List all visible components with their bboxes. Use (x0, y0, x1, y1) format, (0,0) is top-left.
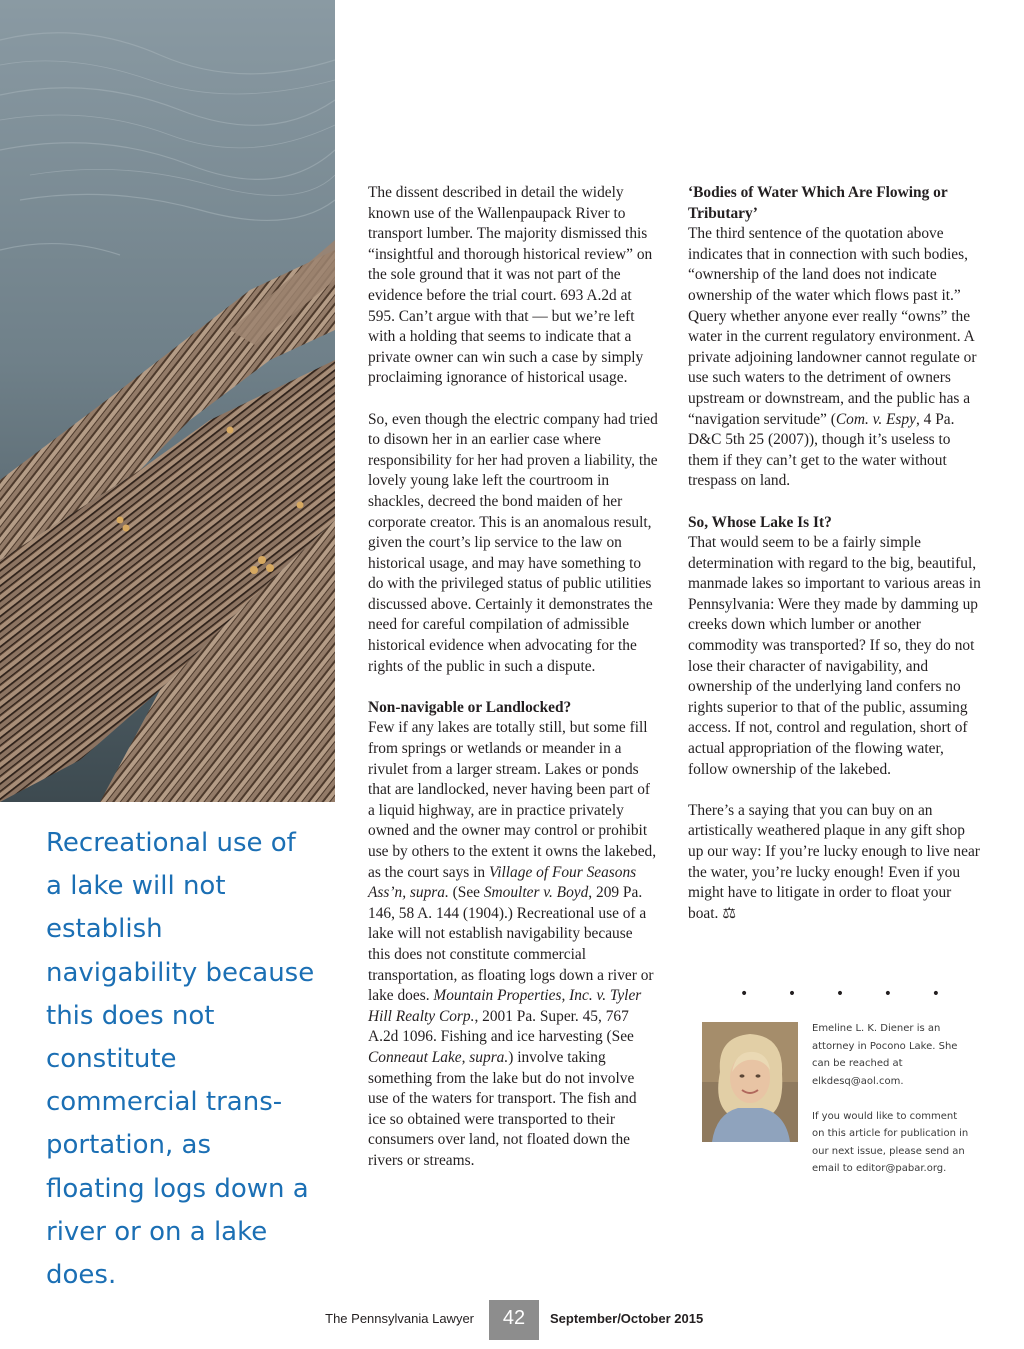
pull-quote: Recreational use of a lake will not establish navigability because this does not constitute commercial trans-portation, as floating logs down a river or on a lake does. (46, 828, 315, 1291)
log-raft-photo (0, 0, 335, 802)
paragraph: That would seem to be a fairly simple determination with regard to the big, beautiful, manmade lakes so important to various areas in Pennsylvania: Were they made by damming up creeks down which lumber or another commodity was transported? If so, they do not lose their character of navigability, and ownership of the underlying land confers no rights superior to that of the public, assuming access. If not, control and regulation, short of actual appropriation of the flowing water, follow ownership of the lakebed. (688, 534, 981, 778)
case-citation: Mountain Properties, Inc. v. Tyler Hill Realty Corp. (368, 987, 642, 1025)
author-bio (812, 1020, 972, 1195)
separator-dot: • (740, 986, 749, 1002)
case-citation: Conneaut Lake, supra. (368, 1048, 509, 1066)
author-headshot (702, 1022, 798, 1142)
section-heading: Non-navigable or Landlocked? (368, 698, 572, 716)
case-citation: Com. v. Espy (835, 410, 916, 428)
author-description: Emeline L. K. Diener is an attorney in Pocono Lake. She can be reached at elkdesq@aol.com. (812, 1023, 958, 1087)
comment-invitation: If you would like to comment on this article for publication in our next issue, please send an email to editor@pabar.org. (812, 1110, 969, 1174)
section-separator (740, 986, 940, 1002)
article-column-middle (368, 183, 658, 1172)
paragraph: So, even though the electric company had tried to disown her in an earlier case where responsibility for her had proven a liability, the lovely young lake left the courtroom in shackles, decreed the bond maiden of her corporate creator. This is an anomalous result, given the court’s lip service to the law on historical usage, and may have something to do with the privileged status of public utilities discussed above. Certainly it demonstrates the need for careful compilation of admissible historical evidence when advocating for the rights of the public in such a dispute. (368, 410, 658, 675)
paragraph: The dissent described in detail the widely known use of the Wallenpaupack River to transport lumber. The majority dismissed this “insightful and thorough historical review” on the sole ground that it was not part of the evidence before the trial court. 693 A.2d at 595. Can’t argue with that — but we’re left with a holding that seems to indicate that a private owner can win such a case by simply proclaiming ignorance of historical usage. (368, 184, 653, 387)
separator-dot: • (787, 986, 797, 1002)
page-footer (0, 1300, 1024, 1340)
separator-dot: • (931, 986, 940, 1002)
paragraph: The third sentence of the quotation above indicates that in connection with such bodies, “ownership of the land does not indicate ownership of the water which flows past it.” Query whether anyone ever really “owns” the water in the current regulatory environment. A private adjoining landowner cannot regulate or use such waters to the detriment of owners upstream or downstream, and the public has a “navigation servitude” (Com. v. Espy, 4 Pa. D&C 5th 25 (2007)), though it’s useless to them if they can’t get to the water without trespass on land. (688, 225, 977, 490)
issue-date: September/October 2015 (550, 1311, 704, 1326)
paragraph: Few if any lakes are totally still, but some fill from springs or wetlands or meander in a rivulet from a larger stream. Lakes or ponds that are landlocked, never having been part of a liquid highway, are in practice privately owned and the owner may control or prohibit use by others to the extent it owns the lakebed, as the court says in Village of Four Seasons Ass’n, supra. (See Smoulter v. Boyd, 209 Pa. 146, 58 A. 144 (1904).) Recreational use of a lake will not establish navigability because this does not constitute commercial transportation, as floating logs down a river or lake does. Mountain Properties, Inc. v. Tyler Hill Realty Corp., 2001 Pa. Super. 45, 767 A.2d 1096. Fishing and ice harvesting (See Conneaut Lake, supra.) involve taking something from the lake but do not involve use of the waters for transport. The fish and ice so obtained were transported to their consumers over land, not floated down the rivers or streams. (368, 719, 657, 1169)
publication-name: The Pennsylvania Lawyer (325, 1311, 474, 1326)
article-column-right (688, 183, 984, 924)
page-number: 42 (489, 1300, 539, 1340)
paragraph: There’s a saying that you can buy on an artistically weathered plaque in any gift shop up our way: If you’re lucky enough to live near the water, you’re lucky enough! Even if you might have to litigate in order to float your boat. ⚖ (688, 801, 980, 922)
section-heading: So, Whose Lake Is It? (688, 513, 832, 531)
section-heading: ‘Bodies of Water Which Are Flowing or Tributary’ (688, 184, 948, 222)
separator-dot: • (835, 986, 845, 1002)
case-citation: Smoulter v. Boyd (483, 884, 589, 902)
separator-dot: • (883, 986, 893, 1002)
case-citation: Village of Four Seasons Ass’n, supra. (368, 863, 637, 902)
